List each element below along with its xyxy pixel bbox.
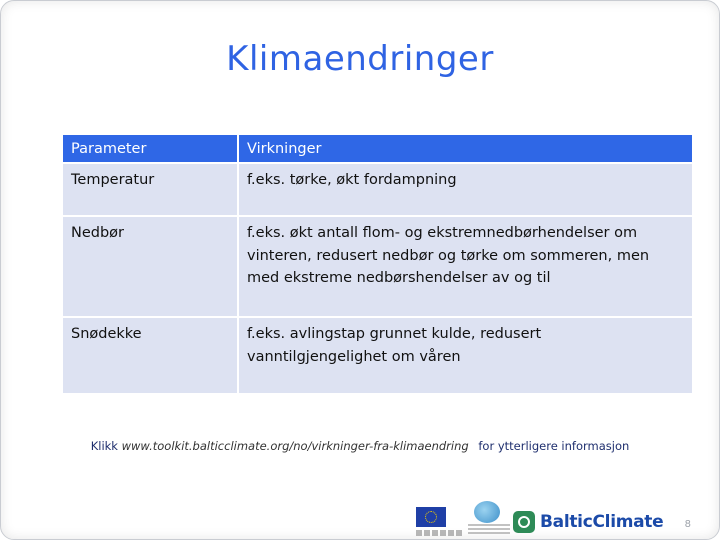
- table-header-row: [63, 135, 693, 163]
- info-prefix: Klikk: [90, 439, 118, 453]
- parameter-cell: Snødekke: [63, 317, 238, 394]
- table-row: [63, 163, 693, 216]
- impact-cell: f.eks. økt antall flom- og ekstremnedbørhendelser om vinteren, redusert nedbør og tørke om sommeren, men med ekstreme nedbørshendelser av og til: [238, 216, 693, 317]
- baltic-sea-region-logo-icon: [474, 501, 500, 523]
- balticclimate-logo-text: BalticClimate: [540, 512, 664, 532]
- more-info-line: [1, 439, 719, 453]
- table-row: [63, 216, 693, 317]
- climate-impact-table: [63, 135, 694, 395]
- table-row: [63, 317, 693, 394]
- impact-cell: f.eks. tørke, økt fordampning: [238, 163, 693, 216]
- page-number: 8: [684, 519, 691, 530]
- parameter-cell: Nedbør: [63, 216, 238, 317]
- header-parameter: Parameter: [63, 135, 238, 163]
- balticclimate-logo-icon: [513, 511, 535, 533]
- parameter-cell: Temperatur: [63, 163, 238, 216]
- toolkit-link[interactable]: www.toolkit.balticclimate.org/no/virkninger-fra-klimaendring: [121, 439, 469, 453]
- eu-funding-text-graphic: [416, 530, 464, 536]
- impact-cell: f.eks. avlingstap grunnet kulde, redusert vanntilgjengelighet om våren: [238, 317, 693, 394]
- header-impacts: Virkninger: [238, 135, 693, 163]
- info-suffix: for ytterligere informasjon: [478, 439, 630, 453]
- eu-flag-icon: [416, 507, 446, 527]
- bsr-programme-text-graphic: [468, 524, 510, 534]
- slide-title: Klimaendringer: [226, 39, 494, 79]
